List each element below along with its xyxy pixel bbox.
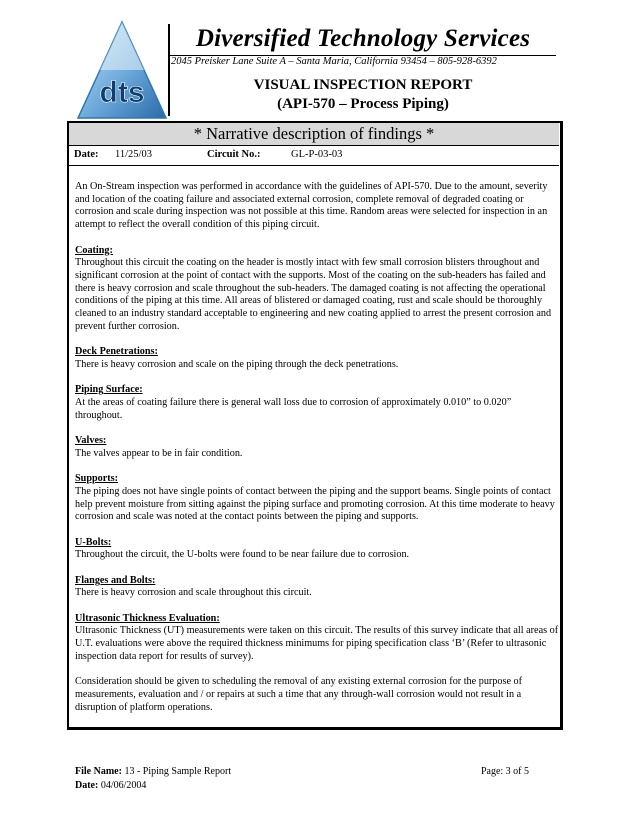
- footer-date-line: [75, 779, 529, 793]
- intro-paragraph: An On-Stream inspection was performed in accordance with the guidelines of API-570. Due to the amount, severity and location of the coating failure and associated external corrosion, complete removal of degraded coating or corrosion and scale during inspection was not possible at this time. Random areas were selected for inspection in an attempt to reflect the overall condition of this piping circuit.: [75, 181, 548, 231]
- file-name-value: 13 - Piping Sample Report: [124, 766, 232, 777]
- section-text: There is heavy corrosion and scale throughout this circuit.: [75, 587, 312, 599]
- section-heading: Coating:: [75, 244, 113, 256]
- section-u-bolts: [75, 537, 559, 562]
- logo-text: dts: [99, 76, 145, 109]
- section-heading: Deck Penetrations:: [75, 346, 158, 358]
- info-row: [69, 146, 559, 166]
- section-supports: [75, 473, 559, 524]
- date-value: 11/25/03: [115, 149, 152, 160]
- section-text: There is heavy corrosion and scale on the piping through the deck penetrations.: [75, 358, 399, 370]
- company-name: Diversified Technology Services: [195, 25, 531, 52]
- page-number: Page: 3 of 5: [480, 766, 529, 777]
- section-heading: U-Bolts:: [75, 536, 112, 548]
- report-subtitle: (API-570 – Process Piping): [277, 96, 449, 112]
- circuit-label: Circuit No.:: [207, 149, 261, 160]
- report-title: VISUAL INSPECTION REPORT: [253, 77, 473, 93]
- findings-content: [75, 181, 559, 727]
- section-valves: [75, 435, 559, 460]
- section-ultrasonic-thickness: [75, 613, 559, 664]
- section-heading: Flanges and Bolts:: [75, 574, 156, 586]
- section-coating: [75, 245, 559, 334]
- section-text: Throughout the circuit, the U-bolts were found to be near failure due to corrosion.: [75, 549, 410, 561]
- date-label: Date:: [74, 149, 99, 160]
- file-name-label: File Name:: [75, 766, 122, 777]
- section-piping-surface: [75, 384, 559, 422]
- section-text: Throughout this circuit the coating on the header is mostly intact with few small corrosion blisters throughout and significant corrosion at the point of contact with the supports. Most of the coating on the sub-headers has failed and there is heavy corrosion and scale throughout the sub-headers. The damaged coating is not affecting the operational conditions of the piping at this time. All areas of blistered or damaged coating, rust and scale should be thoroughly cleaned to an industry standard acceptable to engineering and new coating applied to arrest the present corrosion and prevent further corrosion.: [75, 257, 552, 332]
- section-text: The valves appear to be in fair condition.: [75, 447, 243, 459]
- section-text: The piping does not have single points of contact between the piping and the support beams. Single points of contact help prevent moisture from sitting against the piping surface and promoting corrosion. At this time moderate to heavy corrosion and scale was noted at the contact points between the piping and supports.: [75, 485, 555, 523]
- page-footer: [75, 765, 529, 793]
- section-text: Ultrasonic Thickness (UT) measurements were taken on this circuit. The results of this survey indicate that all areas of U.T. evaluations were above the required thickness minimums for piping specification class ‘B’ (Refer to ultrasonic inspection data report for results of survey).: [75, 625, 559, 662]
- section-heading: Supports:: [75, 473, 119, 485]
- section-flanges-bolts: [75, 575, 559, 600]
- conclusion-paragraph: Consideration should be given to scheduling the removal of any existing external corrosion for the purpose of measurements, evaluation and / or repairs at such a time that any through-wall corrosion would not result in a disruption of platform operations.: [75, 676, 523, 713]
- footer-date-label: Date:: [75, 780, 99, 791]
- company-logo: [76, 20, 168, 120]
- dts-logo-mark: [76, 20, 168, 120]
- section-heading: Piping Surface:: [75, 384, 143, 396]
- section-heading: Ultrasonic Thickness Evaluation:: [75, 612, 220, 624]
- section-deck-penetrations: [75, 346, 559, 371]
- footer-date-value: 04/06/2004: [100, 780, 147, 791]
- circuit-value: GL-P-03-03: [291, 149, 343, 160]
- section-text: At the areas of coating failure there is general wall loss due to corrosion of approximately 0.010” to 0.020” throughout.: [75, 396, 512, 421]
- findings-banner: * Narrative description of findings *: [69, 123, 559, 146]
- section-heading: Valves:: [75, 435, 107, 446]
- company-address: 2045 Preisker Lane Suite A – Santa Maria, California 93454 – 805-928-6392: [171, 56, 497, 67]
- file-name-line: [75, 765, 529, 779]
